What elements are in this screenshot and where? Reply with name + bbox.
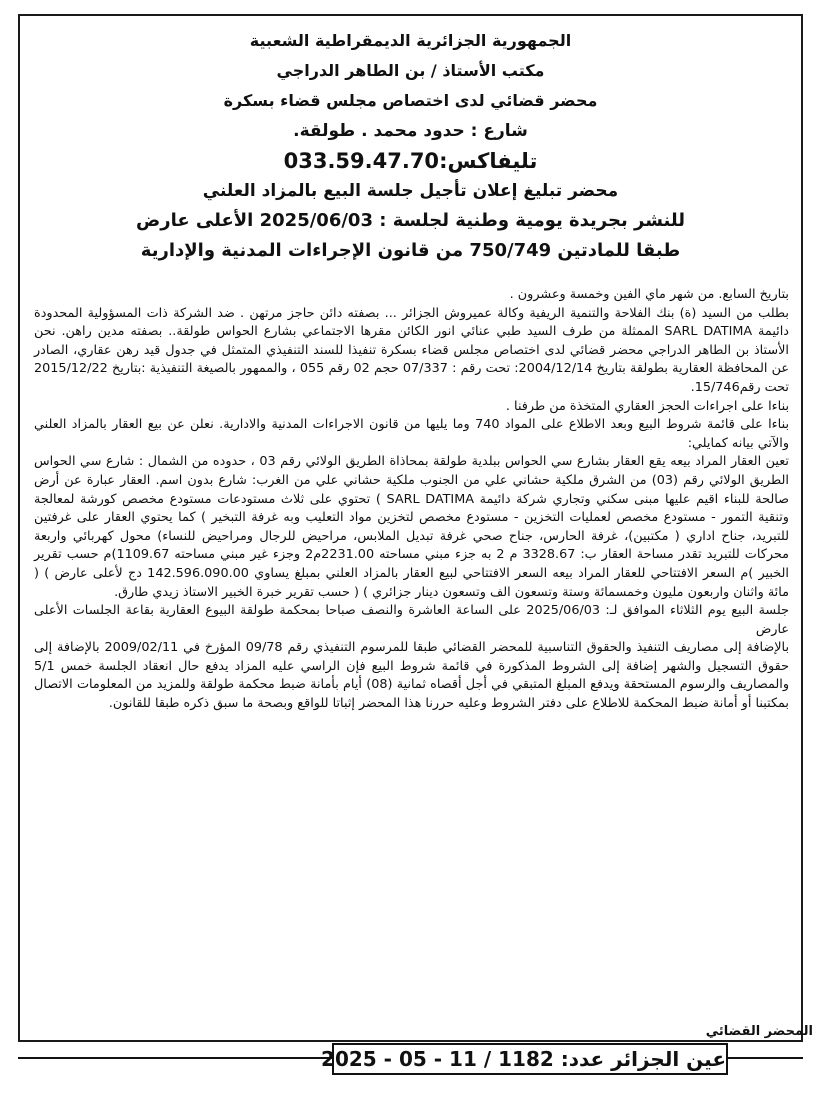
office-heading: مكتب الأستاذ / بن الطاهر الدراجي — [276, 61, 545, 80]
footer-rule-right — [728, 1057, 803, 1059]
notice-session-line: للنشر بجريدة يومية وطنية لجلسة : 2025/06/03 الأعلى عارض — [136, 210, 685, 231]
date-paragraph: بتاريخ السابع. من شهر ماي الفين وخمسة وعشرون . — [509, 287, 789, 302]
bailiff-signature: المحضر القضائي — [705, 1024, 813, 1039]
jurisdiction-heading: محضر قضائي لدى اختصاص مجلس قضاء بسكرة — [223, 91, 598, 110]
republic-heading: الجمهورية الجزائرية الديمقراطية الشعبية — [249, 31, 572, 50]
newspaper-issue-box: عين الجزائر عدد: 1182 / 11 - 05 - 2025 — [332, 1043, 728, 1075]
notice-legal-basis: طبقا للمادتين 750/749 من قانون الإجراءات المدنية والإدارية — [140, 240, 681, 261]
notice-frame — [18, 14, 803, 1042]
notice-header — [20, 26, 801, 266]
notice-body — [34, 286, 789, 714]
seizure-paragraph: بناءا على اجراءات الحجز العقاري المتخذة من طرفنا . — [505, 398, 789, 414]
footer-rule-left — [18, 1057, 332, 1059]
fees-paragraph: بالإضافة إلى مصاريف التنفيذ والحقوق التناسبية للمحضر القضائي طبقا للمرسوم التنفيذي رقم 09/78 المؤرخ في 2009/02/11 بالإضافة إلى حقوق التسجيل والشهر إضافة إلى الشروط المذكورة في قائمة شروط البيع فإن الراسي عليه المزاد يدفع حال انعقاد الجلسة خمس 5/1 والمصاريف والرسوم المستحقة ويدفع المبلغ المتبقي في أجل أقصاه ثمانية (08) أيام بأمانة ضبط محكمة طولقة وللمزيد من المعلومات الاتصال بمكتبنا أو أمانة ضبط المحكمة للاطلاع على دفتر الشروط وعليه حررنا هذا المحضر إثباتا للواقع وبصحة ما سبق ذكره طبقا للقانون. — [34, 640, 790, 712]
auction-session-paragraph: جلسة البيع يوم الثلاثاء الموافق لـ: 2025/06/03 على الساعة العاشرة والنصف صباحا بمحكمة طولقة البيوع العقارية بقاعة الجلسات الأعلى عارض — [34, 603, 789, 637]
property-description-paragraph: تعين العقار المراد بيعه يقع العقار بشارع سي الحواس ببلدية طولقة بمحاذاة الطريق الولائي رقم 03 ، حدوده من الشمال : شارع سي الحواس الطريق الولائي رقم (03) من الشرق ملكية حشاني علي من الجنوب ملكية حشاني علي من الغرب: شارع بدون اسم. العقار عبارة عن أرض صالحة للبناء اقيم عليها مبنى سكني وتجاري شركة دائيمة SARL DATIMA ) تحتوي على ثلاث مستودعات مستودع مخصص كورشة لمعالجة وتنقية التمور - مستودع مخصص لعمليات التخزين - مستودع مخصص لتخزين مواد التعليب وبه غرفة التبخير ) كما يحتوي العقار على غرفتين للتبريد، جناح اداري ( مكتبين)، غرفة الحارس، جناح صحي غرفة تبديل الملابس، مراحيض للرجال ومراحيض للنساء) محول كهربائي واربعة محركات للتبريد تقدر مساحة العقار ب: 3328.67 م 2 به جزء مبني مساحته 2231.00م2 وجزء غير مبني مساحته 1109.67)م حسب تقرير الخبير )م السعر الافتتاحي للعقار المراد بيعه السعر الافتتاحي لبيع العقار بالمزاد العلني بمبلغ يساوي 142.596.090.00 دج لأعلى عارض ) ( مائة واثنان واربعون مليون وخمسمائة وستة وتسعون الف وتسعون دينار جزائري ) ( حسب تقرير خبرة الخبير الاستاذ زيدي طارق. — [34, 454, 790, 600]
notice-title: محضر تبليغ إعلان تأجيل جلسة البيع بالمزاد العلني — [202, 181, 619, 201]
address-heading: شارع : حدود محمد . طولقة. — [293, 121, 528, 141]
parties-paragraph: بطلب من السيد (ة) بنك الفلاحة والتنمية الريفية وكالة عميروش الجزائر ... بصفته دائن حاجز مرتهن . ضد الشركة ذات المسؤولية المحدودة دائيمة SARL DATIMA الممثلة من طرف السيد طبي عنائي انور الكائن مقرها الاجتماعي بشارع الحواس طولقة.. بصفته مدين راهن. نحن الأستاذ بن الطاهر الدراجي محضر قضائي لدى اختصاص مجلس قضاء بسكرة تنفيذا للسند التنفيذي المتمثل في جدول قيد رهن عقاري، الصادر عن المحافظة العقارية بطولقة بتاريخ 2004/12/14: تحت رقم : 07/337 حجم 02 رقم 055 ، والممهور بالصيغة التنفيذية :بتاريخ 2015/12/22 تحت رقم15/746. — [34, 305, 789, 395]
conditions-paragraph: بناءا على قائمة شروط البيع وبعد الاطلاع على المواد 740 وما يليها من قانون الاجراءات المدنية والادارية. نعلن عن بيع العقار بالمزاد العلني والآتي بيانه كمايلي: — [34, 417, 790, 451]
phone-heading: تليفاكس:033.59.47.70 — [283, 149, 538, 173]
